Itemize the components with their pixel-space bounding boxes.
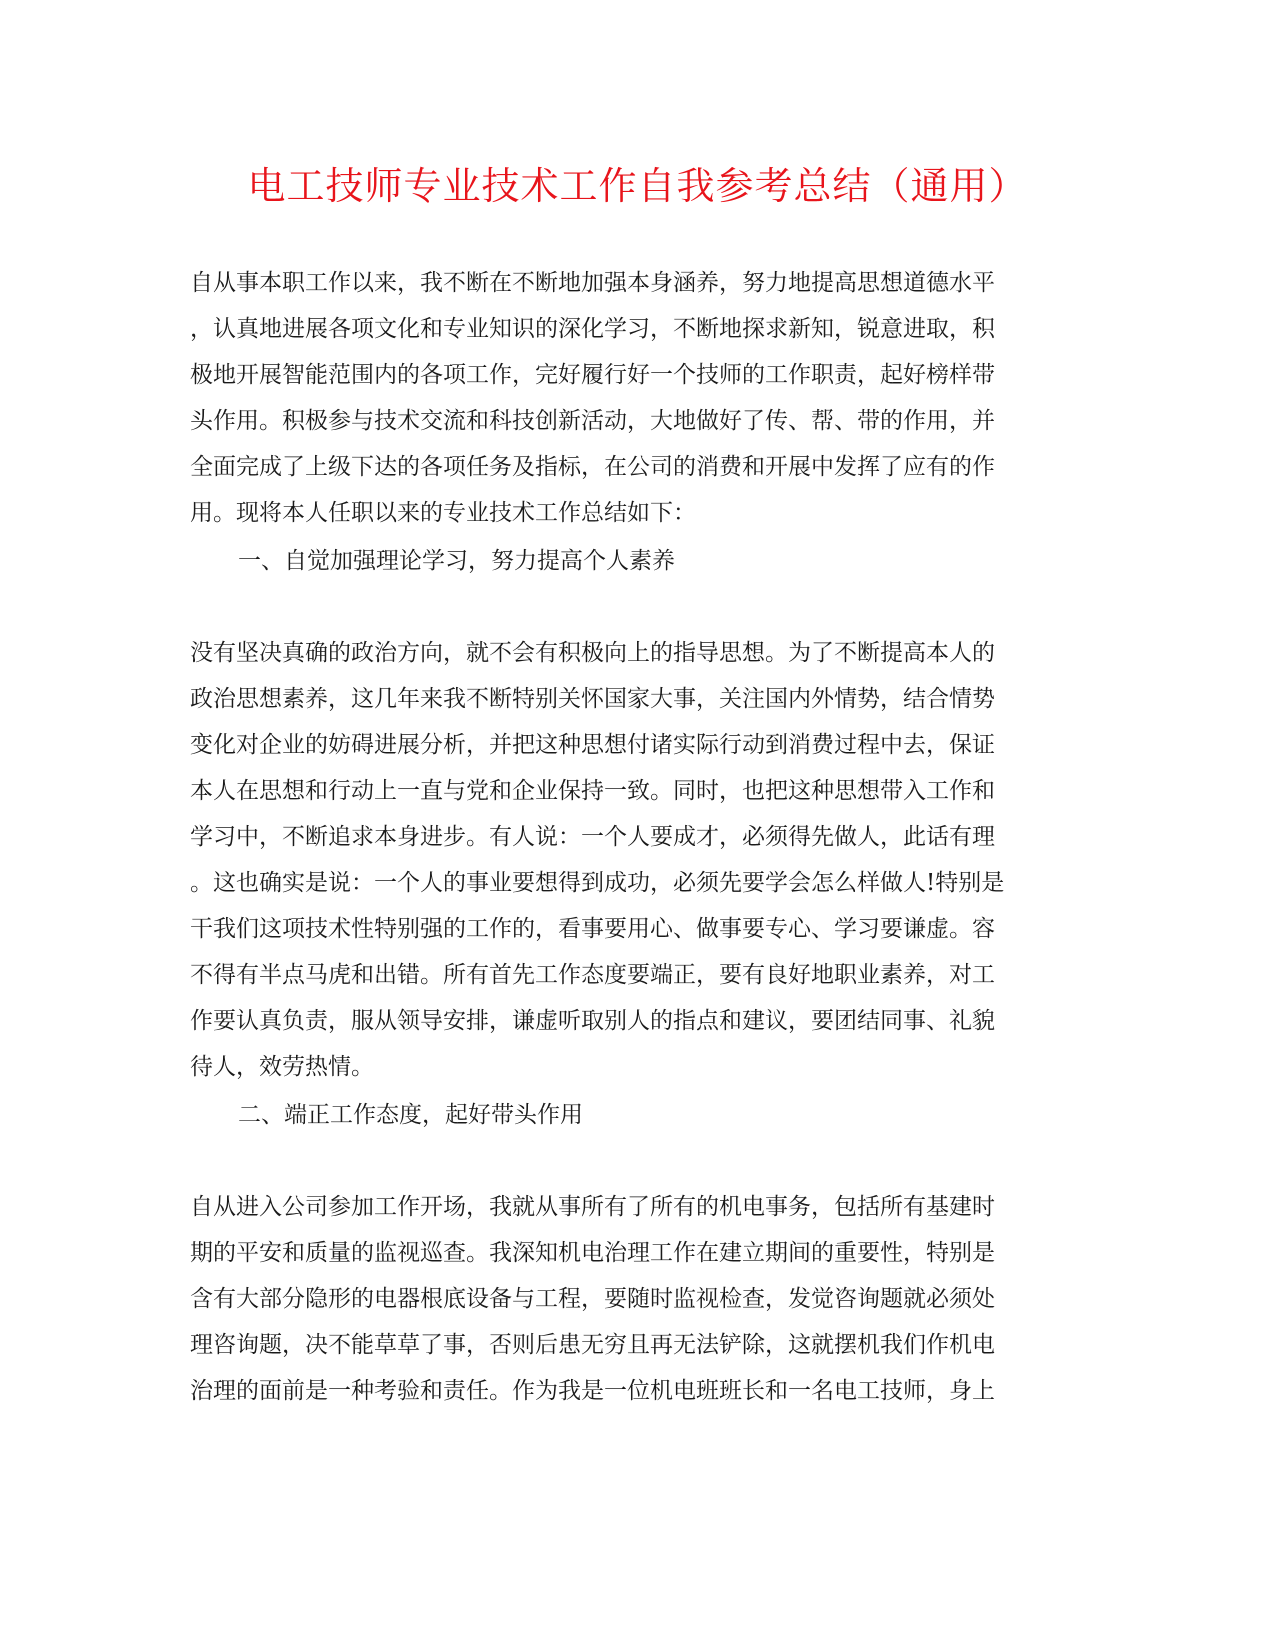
body-line: 没有坚决真确的政治方向，就不会有积极向上的指导思想。为了不断提高本人的 <box>190 640 995 666</box>
body-line: 含有大部分隐形的电器根底设备与工程，要随时监视检查，发觉咨询题就必须处 <box>190 1286 995 1312</box>
body-line: 不得有半点马虎和出错。所有首先工作态度要端正，要有良好地职业素养，对工 <box>190 962 995 988</box>
document-title: 电工技师专业技术工作自我参考总结（通用） <box>247 164 1028 208</box>
body-line: 全面完成了上级下达的各项任务及指标，在公司的消费和开展中发挥了应有的作 <box>190 454 995 480</box>
body-line: 变化对企业的妨碍进展分析，并把这种思想付诸实际行动到消费过程中去，保证 <box>190 732 995 758</box>
body-line: 治理的面前是一种考验和责任。作为我是一位机电班班长和一名电工技师，身上 <box>190 1378 995 1404</box>
body-line: 本人在思想和行动上一直与党和企业保持一致。同时，也把这种思想带入工作和 <box>190 778 995 804</box>
body-line: 干我们这项技术性特别强的工作的，看事要用心、做事要专心、学习要谦虚。容 <box>190 916 995 942</box>
body-line: 政治思想素养，这几年来我不断特别关怀国家大事，关注国内外情势，结合情势 <box>190 686 995 712</box>
body-line: 理咨询题，决不能草草了事，否则后患无穷且再无法铲除，这就摆机我们作机电 <box>190 1332 995 1358</box>
body-line: 作要认真负责，服从领导安排，谦虚听取别人的指点和建议，要团结同事、礼貌 <box>190 1008 995 1034</box>
body-line: 。这也确实是说：一个人的事业要想得到成功，必须先要学会怎么样做人!特别是 <box>190 870 1005 896</box>
body-line: 待人，效劳热情。 <box>190 1054 374 1080</box>
body-line: 用。现将本人任职以来的专业技术工作总结如下： <box>190 500 696 526</box>
section-heading: 二、端正工作态度，起好带头作用 <box>238 1102 583 1128</box>
body-line: 期的平安和质量的监视巡查。我深知机电治理工作在建立期间的重要性，特别是 <box>190 1240 995 1266</box>
body-line: 极地开展智能范围内的各项工作，完好履行好一个技师的工作职责，起好榜样带 <box>190 362 995 388</box>
body-line: 自从事本职工作以来，我不断在不断地加强本身涵养，努力地提高思想道德水平 <box>190 270 995 296</box>
body-line: ，认真地进展各项文化和专业知识的深化学习，不断地探求新知，锐意进取，积 <box>190 316 995 342</box>
body-line: 学习中，不断追求本身进步。有人说：一个人要成才，必须得先做人，此话有理 <box>190 824 995 850</box>
body-line: 头作用。积极参与技术交流和科技创新活动，大地做好了传、帮、带的作用，并 <box>190 408 995 434</box>
section-heading: 一、自觉加强理论学习，努力提高个人素养 <box>238 548 675 574</box>
body-line: 自从进入公司参加工作开场，我就从事所有了所有的机电事务，包括所有基建时 <box>190 1194 995 1220</box>
